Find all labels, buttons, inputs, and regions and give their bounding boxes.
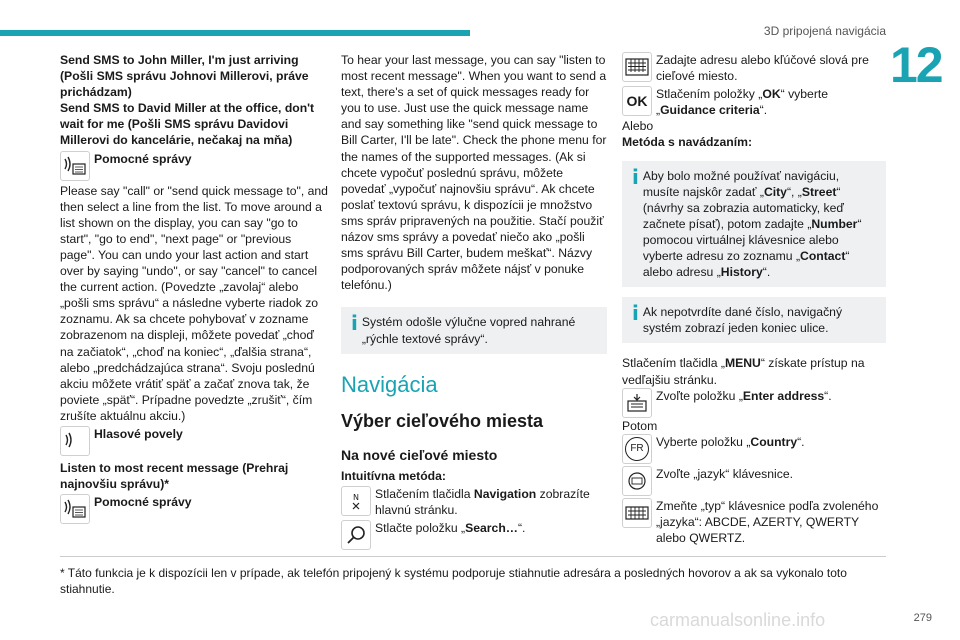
info-note-address-text: Aby bolo možné používať navigáciu, musíte najskôr zadať „City“, „Street“ (návrhy sa zobrazia automaticky, keď začnete písať), potom zadajte „Number“ pomocou virtuálnej klávesnice alebo vyberte adresu zo zoznamu „Contact“ alebo adresu „History“.	[642, 168, 862, 280]
voice-command-listen: Listen to most recent message (Prehraj najnovšiu správu)*	[60, 460, 289, 492]
svg-text:N: N	[353, 492, 359, 502]
voice-command-icon	[60, 426, 90, 456]
then-label: Potom	[622, 418, 658, 433]
step-keyboard-type: Zmeňte „typ“ klávesnice podľa zvoleného „jazyka“: ABCDE, AZERTY, QWERTY alebo QWERTZ.	[656, 498, 879, 545]
section-title-destination: Výber cieľového miesta	[341, 410, 544, 431]
page-number: 279	[913, 612, 932, 624]
step-country: Vyberte položku „Country“.	[656, 434, 805, 449]
keyboard-icon	[622, 52, 652, 82]
icon-label-voice-commands: Hlasové povely	[94, 426, 183, 441]
ok-icon: OK	[622, 86, 652, 116]
alternative-label: Alebo	[622, 119, 654, 134]
footnote: * Táto funkcia je k dispozícii len v prípade, ak telefón pripojený k systému podporuje stiahnutie adresára a posledných hovorov a ak sa vykonalo toto stiahnutie.	[60, 566, 847, 596]
icon-label-help-messages: Pomocné správy	[94, 151, 192, 166]
watermark: carmanualsonline.info	[650, 610, 826, 630]
guided-method-label: Metóda s navádzaním:	[622, 135, 753, 150]
step-enter-address: Zvoľte položku „Enter address“.	[656, 388, 832, 403]
step-navigation: Stlačením tlačidla Navigation zobrazíte hlavnú stránku.	[375, 486, 590, 517]
step-enter-keywords: Zadajte adresu alebo kľúčové slová pre cieľové miesto.	[656, 53, 869, 84]
menu-access-text: Stlačením tlačidla „MENU“ získate prístup na vedľajšiu stránku.	[622, 356, 865, 387]
voice-help-icon	[60, 494, 90, 524]
address-entry-icon	[622, 388, 652, 418]
search-icon	[341, 520, 371, 550]
section-title-navigation: Navigácia	[341, 371, 438, 397]
running-header: 3D pripojená navigácia	[763, 24, 886, 38]
voice-command-sms-1: Send SMS to John Miller, I'm just arriving (Pošli SMS správu Johnovi Millerovi, práve prichádzam)	[60, 53, 309, 100]
method-label: Intuitívna metóda:	[341, 468, 446, 483]
column-2	[341, 52, 607, 550]
voice-help-icon	[60, 151, 90, 181]
info-icon: i	[632, 301, 639, 326]
step-search: Stlačte položku „Search…“.	[375, 520, 526, 535]
icon-label-help-messages-2: Pomocné správy	[94, 495, 192, 510]
country-fr-icon: FR	[622, 434, 652, 464]
step-keyboard-language: Zvoľte „jazyk“ klávesnice.	[656, 466, 793, 481]
column-1	[60, 52, 328, 524]
footnote-divider	[60, 556, 886, 557]
info-note-address	[622, 161, 886, 288]
section-title-new-destination: Na nové cieľové miesto	[341, 446, 498, 463]
chapter-number: 12	[890, 37, 942, 93]
column-3	[622, 52, 886, 546]
keyboard-language-icon	[622, 466, 652, 496]
keyboard-type-icon	[622, 498, 652, 528]
info-icon: i	[632, 164, 639, 189]
info-icon: i	[351, 311, 358, 336]
info-note-number-text: Ak nepotvrdíte dané číslo, navigačný systém zobrazí jeden koniec ulice.	[642, 305, 843, 336]
info-note-text: Systém odošle výlučne vopred nahrané „rýchle textové správy“.	[361, 315, 576, 346]
info-note-number	[622, 297, 886, 343]
voice-help-text: Please say "call" or "send quick message to", and then select a line from the list. To move around a list shown on the display, you can say "go to start", "go to end", "next page" or "previous page". You can undo your last action and start over by saying "undo", or say "cancel" to cancel the current action. (Povedzte „zavolaj“ alebo „pošli sms správu“ a následne vyberte riadok zo zoznamu. Ak sa chcete pohybovať v zozname zobrazenom na displeji, môžete povedať „choď na začiatok“, „choď na koniec“, „ďalšia strana“, alebo „predchádzajúca strana“. Svoju poslednú akciu môžete vrátiť späť a začať znova tak, že poviete „späť“. Prípadne povedzte „zrušiť“, čím zrušíte aktuálnu akciu.)	[60, 183, 328, 423]
navigation-icon	[341, 486, 371, 516]
voice-command-sms-2: Send SMS to David Miller at the office, don't wait for me (Pošli SMS správu Davidovi Millerovi do kancelárie, nečakaj na mňa)	[60, 101, 315, 148]
header-accent-bar	[0, 30, 470, 36]
listen-message-text: To hear your last message, you can say "listen to most recent message". When you want to send a text, there's a set of quick messages ready for you to use. Just use the quick message name and say something like "send quick message to Bill Carter, I'll be late". Check the phone menu for the names of the supported messages. (Ak si chcete vypočuť poslednú správu, môžete povedať „vypočuť najnovšiu správu“. Ak chcete poslať textovú správu, k dispozícii je množstvo sms správ pripravených na použitie. Stačí použiť názov sms správy a povedať niečo ako „pošli sms správu Bill Carter, budem meškať“. Názvy podporovaných správ môžete nájsť v ponuke telefónu.)	[341, 53, 607, 293]
info-note	[341, 307, 607, 353]
step-ok: Stlačením položky „OK“ vyberte „Guidance criteria“.	[656, 87, 829, 118]
